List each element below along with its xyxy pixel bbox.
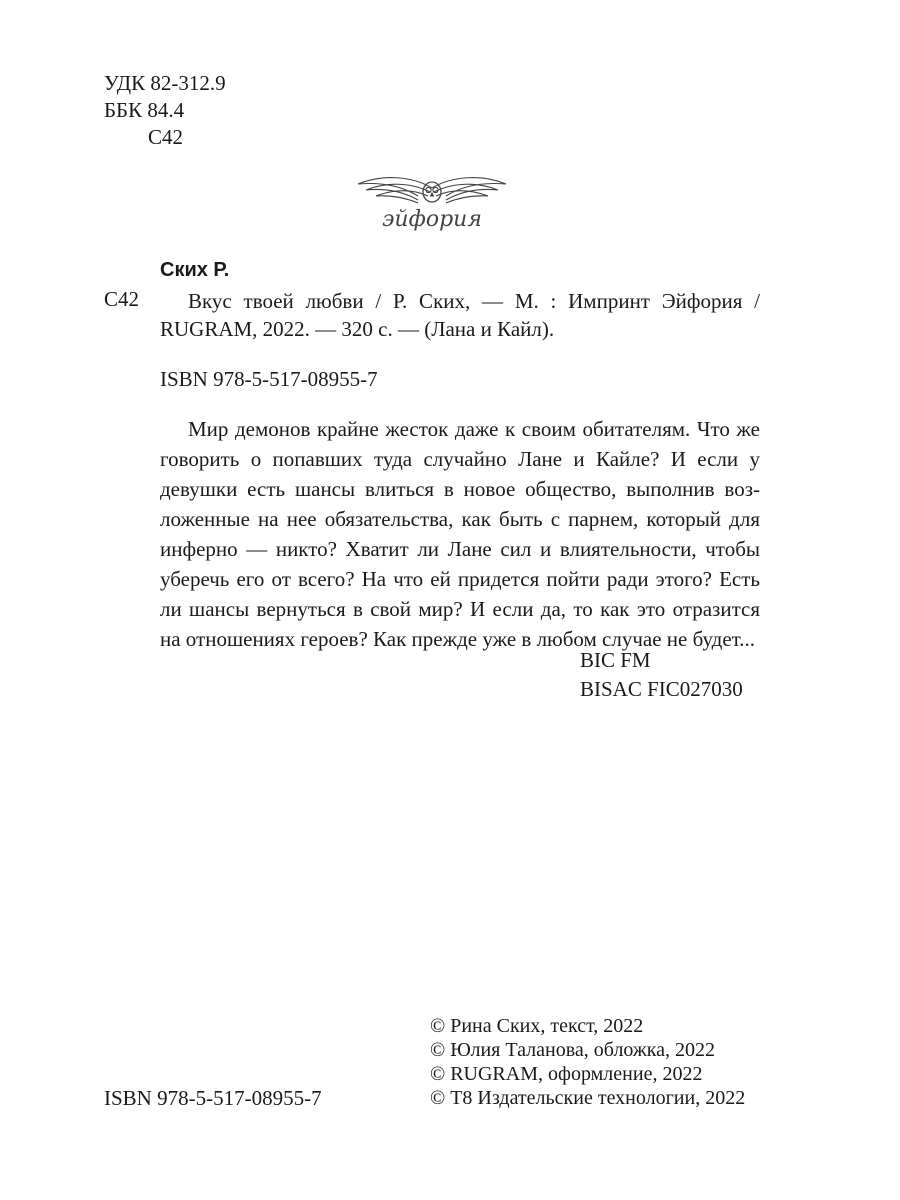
footer-isbn: ISBN 978-5-517-08955-7 [104,1086,322,1110]
copyright-notices [430,1014,745,1110]
publisher-logo [352,170,512,234]
copyright-line: © Рина Ских, текст, 2022 [430,1015,644,1037]
bic-code: BIC FM [580,648,651,672]
bibliographic-line-2: RUGRAM, 2022. — 320 с. — (Лана и Кайл). [160,317,555,341]
copyright-line: © RUGRAM, оформление, 2022 [430,1063,703,1085]
bisac-code: BISAC FIC027030 [580,677,743,701]
copyright-line: © Юлия Таланова, обложка, 2022 [430,1039,716,1061]
subject-classification [580,646,743,704]
bibliographic-description [160,287,760,343]
classification-codes [104,70,226,151]
annotation-text: Мир демонов крайне жесток даже к своим обитателям. Что же говорить о попавших туда случайно Лане и Кайле? И если у девушки есть шансы влиться в новое общество, выполнив возложенные на нее обязательства, как быть с парнем, который для инферно — никто? Хватит ли Лане сил и влиятельности, чтобы уберечь его от всего? На что ей придется пойти ради этого? Есть ли шансы вернуться в свой мир? И если да, то как это отразится на отношениях героев? Как прежде уже в любом случае не будет... [160,417,760,651]
copyright-line: © Т8 Издательские технологии, 2022 [430,1087,746,1109]
bbk-code: ББК 84.4 [104,98,185,122]
author-mark: С42 [148,125,184,149]
owl-wings-icon [352,170,512,234]
record-author-mark: С42 [104,287,140,311]
isbn: ISBN 978-5-517-08955-7 [160,367,378,391]
record-author: Ских Р. [160,259,230,281]
logo-wordmark: эйфория [382,207,482,232]
bibliographic-line-1: Вкус твоей любви / Р. Ских, — М. : Импринт Эйфория / [188,289,760,313]
udk-code: УДК 82-312.9 [104,71,226,95]
